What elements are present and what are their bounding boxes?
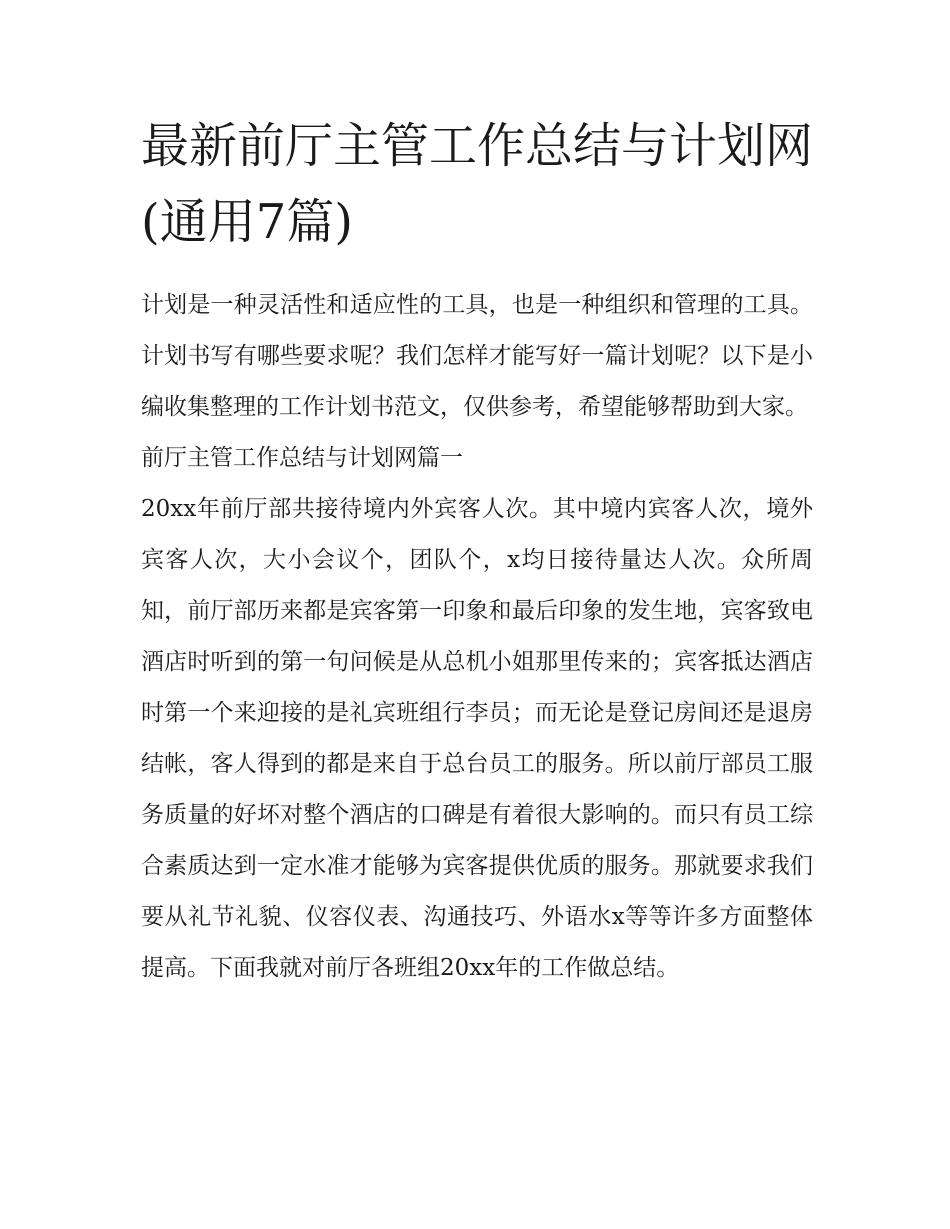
document-content: [141, 108, 813, 994]
document-title: 最新前厅主管工作总结与计划网(通用7篇): [141, 118, 814, 250]
intro-paragraph: 计划是一种灵活性和适应性的工具，也是一种组织和管理的工具。计划书写有哪些要求呢？我们怎样才能写好一篇计划呢？以下是小编收集整理的工作计划书范文，仅供参考，希望能够帮助到大家。: [141, 292, 813, 420]
section-heading: 前厅主管工作总结与计划网篇一: [141, 445, 463, 471]
body-paragraph: 20xx年前厅部共接待境内外宾客人次。其中境内宾客人次，境外宾客人次，大小会议个，团队个，x均日接待量达人次。众所周知，前厅部历来都是宾客第一印象和最后印象的发生地，宾客致电酒店时听到的第一句问候是从总机小姐那里传来的；宾客抵达酒店时第一个来迎接的是礼宾班组行李员；而无论是登记房间还是退房结帐，客人得到的都是来自于总台员工的服务。所以前厅部员工服务质量的好坏对整个酒店的口碑是有着很大影响的。而只有员工综合素质达到一定水准才能够为宾客提供优质的服务。那就要求我们要从礼节礼貌、仪容仪表、沟通技巧、外语水x等等许多方面整体提高。下面我就对前厅各班组20xx年的工作做总结。: [141, 496, 813, 981]
